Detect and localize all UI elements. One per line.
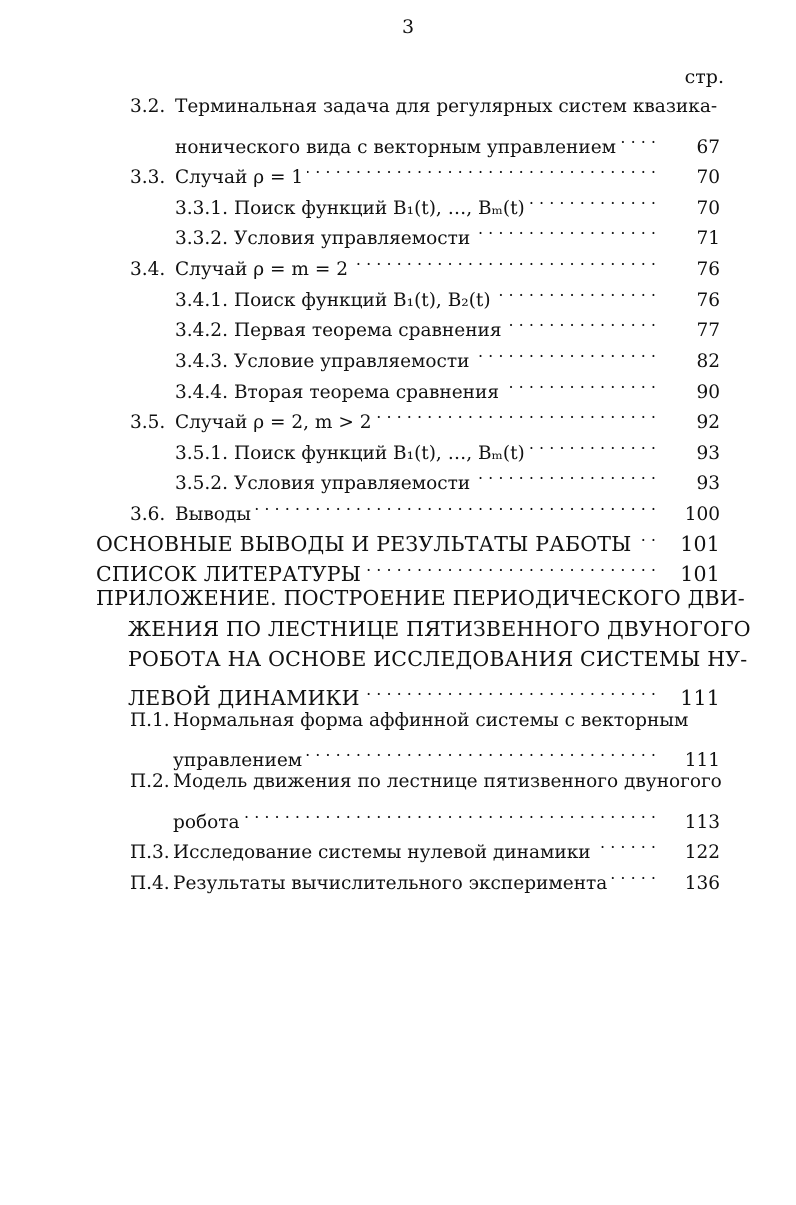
toc-entry-appendix-line4[interactable]: ЛЕВОЙ ДИНАМИКИ . . . 111	[128, 675, 720, 705]
toc-entry-3-2-line2: нонического вида с векторным управлением . . . 67	[175, 123, 720, 153]
toc-entry-3-5[interactable]: 3.5. Случай ρ = 2, m > 2 . . . 92	[130, 398, 720, 428]
toc-entry-appendix-line1: ПРИЛОЖЕНИЕ. ПОСТРОЕНИЕ ПЕРИОДИЧЕСКОГО ДВИ-	[96, 586, 745, 610]
toc-entry-3-3-1[interactable]: 3.3.1. Поиск функций B₁(t), …, Bₘ(t) . . . 70	[175, 184, 720, 214]
toc-entry-3-4[interactable]: 3.4. Случай ρ = m = 2 . . . 76	[130, 245, 720, 275]
toc-entry-p1-line1: П.1. Нормальная форма аффинной системы с векторным	[130, 710, 689, 731]
toc-entry-3-3-2[interactable]: 3.3.2. Условия управляемости . . . 71	[175, 214, 720, 244]
toc-entry-p2-line1: П.2. Модель движения по лестнице пятизвенного двуногого	[130, 771, 722, 792]
toc-entry-3-3[interactable]: 3.3. Случай ρ = 1 . . . 70	[130, 153, 720, 183]
toc-entry-references[interactable]: СПИСОК ЛИТЕРАТУРЫ . . . 101	[96, 551, 720, 581]
toc-entry-appendix-line3: РОБОТА НА ОСНОВЕ ИССЛЕДОВАНИЯ СИСТЕМЫ НУ-	[128, 647, 748, 671]
toc-entry-3-4-2[interactable]: 3.4.2. Первая теорема сравнения . . . 77	[175, 306, 720, 336]
toc-entry-p1-line2[interactable]: управлением . . . 111	[173, 736, 720, 766]
toc-entry-appendix-line2: ЖЕНИЯ ПО ЛЕСТНИЦЕ ПЯТИЗВЕННОГО ДВУНОГОГО	[128, 617, 751, 641]
toc-entry-3-6[interactable]: 3.6. Выводы . . . 100	[130, 490, 720, 520]
toc-page: 67	[696, 137, 720, 158]
toc-entry-3-2-line1: 3.2. Терминальная задача для регулярных систем квазика-	[130, 96, 718, 117]
page-number: 3	[401, 16, 415, 38]
toc-entry-3-4-3[interactable]: 3.4.3. Условие управляемости . . . 82	[175, 337, 720, 367]
page-column-label: стр.	[684, 66, 724, 88]
toc-entry-3-4-4[interactable]: 3.4.4. Вторая теорема сравнения . . . 90	[175, 368, 720, 398]
toc-entry-p3[interactable]: П.3. Исследование системы нулевой динамики . . . 122	[130, 828, 720, 858]
toc-entry-3-5-1[interactable]: 3.5.1. Поиск функций B₁(t), …, Bₘ(t) . . . 93	[175, 429, 720, 459]
toc-entry-3-5-2[interactable]: 3.5.2. Условия управляемости . . . 93	[175, 459, 720, 489]
toc-entry-main-conclusions[interactable]: ОСНОВНЫЕ ВЫВОДЫ И РЕЗУЛЬТАТЫ РАБОТЫ . . . 101	[96, 521, 720, 551]
toc-entry-p2-line2[interactable]: робота . . . 113	[173, 798, 720, 828]
toc-entry-3-4-1[interactable]: 3.4.1. Поиск функций B₁(t), B₂(t) . . . 76	[175, 276, 720, 306]
toc-entry-p4[interactable]: П.4. Результаты вычислительного эксперимента . . . 136	[130, 859, 720, 889]
